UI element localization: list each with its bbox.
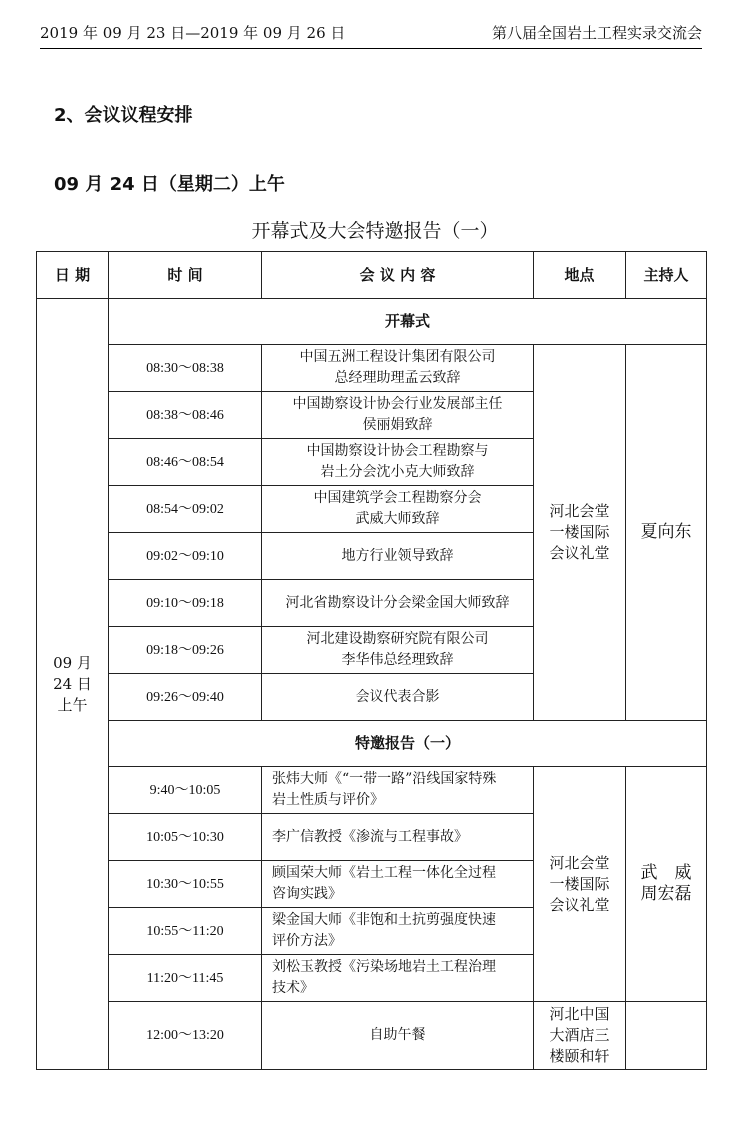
venue-line: 会议礼堂 [549, 895, 610, 914]
venue-line: 一楼国际 [549, 523, 610, 541]
column-header-venue: 地点 [534, 252, 626, 299]
venue-line: 河北会堂 [549, 502, 610, 520]
host-line: 周宏磊 [640, 884, 692, 904]
venue-cell [534, 1002, 626, 1070]
content-line: 中国勘察设计协会行业发展部主任 [292, 396, 503, 412]
content-cell [262, 345, 534, 392]
time-cell: 08:30～08:38 [109, 345, 262, 392]
time-cell: 08:38～08:46 [109, 392, 262, 439]
page-header [40, 22, 702, 49]
content-cell [262, 674, 534, 721]
content-line: 河北建设勘察研究院有限公司 [306, 631, 489, 647]
venue-line: 河北中国 [549, 1005, 610, 1023]
header-conference-name: 第八届全国岩土工程实录交流会 [491, 24, 702, 42]
content-line: 梁金国大师《非饱和土抗剪强度快速 [272, 912, 496, 928]
session-title-row [37, 299, 707, 345]
column-header-time: 时 间 [109, 252, 262, 299]
content-line: 中国建筑学会工程勘察分会 [313, 490, 482, 506]
content-line: 李华伟总经理致辞 [341, 652, 454, 668]
content-line: 武威大师致辞 [355, 511, 440, 527]
venue-cell [534, 345, 626, 721]
time-cell: 08:54～09:02 [109, 486, 262, 533]
time-cell: 09:18～09:26 [109, 627, 262, 674]
lunch-row [37, 1002, 707, 1070]
header-dates: 2019 年 09 月 23 日—2019 年 09 月 26 日 [40, 24, 346, 42]
content-cell [262, 533, 534, 580]
host-line: 夏向东 [640, 522, 692, 542]
date-cell-line: 上午 [57, 695, 88, 714]
content-line: 咨询实践》 [272, 886, 342, 902]
column-header-content: 会 议 内 容 [262, 252, 534, 299]
content-cell [262, 486, 534, 533]
content-line: 刘松玉教授《污染场地岩土工程治理 [272, 959, 496, 975]
host-line: 武 威 [640, 863, 692, 883]
time-cell: 09:10～09:18 [109, 580, 262, 627]
table-row [37, 345, 707, 392]
time-cell: 10:05～10:30 [109, 814, 262, 861]
content-line: 总经理助理孟云致辞 [334, 370, 461, 386]
agenda-table [36, 251, 707, 1070]
content-cell [262, 767, 534, 814]
content-cell [262, 580, 534, 627]
time-cell: 9:40～10:05 [109, 767, 262, 814]
venue-line: 会议礼堂 [549, 544, 610, 562]
content-line: 中国勘察设计协会工程勘察与 [306, 443, 489, 459]
table-header-row [37, 252, 707, 299]
session-title: 开幕式 [109, 299, 707, 345]
venue-line: 楼颐和轩 [549, 1047, 610, 1065]
venue-line: 河北会堂 [549, 853, 610, 872]
date-cell-line: 09 月 [53, 653, 92, 672]
content-line: 评价方法》 [272, 933, 342, 949]
content-line: 河北省勘察设计分会梁金国大师致辞 [285, 594, 510, 611]
date-cell [37, 299, 109, 1070]
content-line: 李广信教授《渗流与工程事故》 [272, 828, 468, 845]
section-title: 2、会议议程安排 [54, 105, 193, 126]
content-cell [262, 814, 534, 861]
table-row [37, 767, 707, 814]
content-line: 侯丽娟致辞 [362, 417, 433, 433]
host-cell [626, 767, 707, 1002]
content-cell [262, 861, 534, 908]
time-cell: 09:02～09:10 [109, 533, 262, 580]
date-cell-line: 24 日 [53, 674, 92, 693]
venue-line: 大酒店三 [549, 1026, 610, 1044]
content-line: 中国五洲工程设计集团有限公司 [299, 349, 496, 365]
content-cell [262, 439, 534, 486]
session-title-row [37, 721, 707, 767]
content-line: 技术》 [272, 980, 314, 996]
host-cell [626, 345, 707, 721]
content-cell [262, 955, 534, 1002]
time-cell: 12:00～13:20 [109, 1002, 262, 1070]
table-title: 开幕式及大会特邀报告（一） [251, 220, 499, 242]
content-line: 会议代表合影 [355, 688, 440, 705]
column-header-date: 日 期 [37, 252, 109, 299]
venue-cell [534, 767, 626, 1002]
column-header-host: 主持人 [626, 252, 707, 299]
content-line: 地方行业领导致辞 [341, 547, 454, 564]
date-heading: 09 月 24 日（星期二）上午 [54, 174, 285, 195]
venue-line: 一楼国际 [549, 874, 610, 893]
host-cell [626, 1002, 707, 1070]
time-cell: 08:46～08:54 [109, 439, 262, 486]
content-line: 张炜大师《“一带一路”沿线国家特殊 [272, 771, 497, 787]
content-line: 岩土分会沈小克大师致辞 [320, 464, 475, 480]
content-cell [262, 908, 534, 955]
time-cell: 11:20～11:45 [109, 955, 262, 1002]
time-cell: 10:55～11:20 [109, 908, 262, 955]
content-cell [262, 627, 534, 674]
content-cell: 自助午餐 [262, 1002, 534, 1070]
session-title: 特邀报告（一） [109, 721, 707, 767]
time-cell: 09:26～09:40 [109, 674, 262, 721]
content-line: 顾国荣大师《岩土工程一体化全过程 [272, 865, 496, 881]
content-line: 岩土性质与评价》 [272, 792, 384, 808]
content-cell [262, 392, 534, 439]
time-cell: 10:30～10:55 [109, 861, 262, 908]
